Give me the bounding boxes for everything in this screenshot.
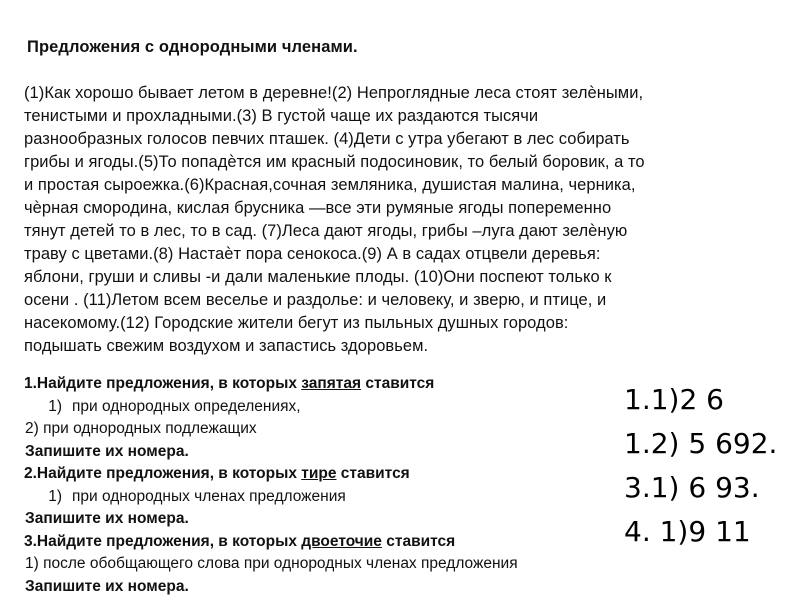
- task-3-prefix: 3.Найдите предложения, в которых: [24, 532, 302, 550]
- text-line: подышать свежим воздухом и запастись здоровьем.: [24, 337, 429, 355]
- text-line: и простая сыроежка.(6)Красная,сочная земляника, душистая малина, черника,: [24, 176, 636, 194]
- text-line: яблони, груши и сливы -и дали маленькие плоды. (10)Они поспеют только к: [24, 268, 612, 286]
- task-1-heading: [22, 373, 702, 396]
- task-3-keyword: двоеточие: [301, 532, 382, 550]
- task-1-keyword: запятая: [301, 375, 362, 392]
- task-3-item-1: 1) после обобщающего слова при однородных членах предложения: [25, 555, 518, 572]
- task-2-note: Запишите их номера.: [25, 510, 189, 527]
- text-line: (1)Как хорошо бывает летом в деревне!(2) Непроглядные леса стоят зелѐными,: [24, 84, 644, 102]
- document-title: Предложения с однородными членами.: [27, 38, 358, 56]
- answers-block: [624, 378, 777, 554]
- task-1-item-1: [22, 396, 702, 419]
- exercise-text: [24, 82, 794, 358]
- task-1-note: Запишите их номера.: [25, 442, 189, 460]
- task-1-prefix: 1.Найдите предложения, в которых: [24, 375, 302, 392]
- text-line: насекомому.(12) Городские жители бегут из пыльных душных городов:: [24, 314, 569, 332]
- task-2-item-1-number: 1): [48, 487, 62, 505]
- answer-line: 1.1)2 6: [624, 383, 724, 416]
- text-line: чѐрная смородина, кислая брусника —все эти румяные ягоды попеременно: [24, 199, 612, 217]
- text-line: разнообразных голосов певчих пташек. (4)Дети с утра убегают в лес собирать: [24, 130, 630, 148]
- answer-line: 3.1) 6 93.: [624, 471, 760, 504]
- task-2-heading: [22, 463, 702, 486]
- task-2-suffix: ставится: [336, 465, 410, 482]
- answer-line: 4. 1)9 11: [624, 515, 751, 548]
- task-3-heading: [22, 531, 702, 554]
- task-1-item-2: 2) при однородных подлежащих: [25, 420, 257, 437]
- task-2-item-1: [22, 486, 702, 509]
- answer-line: 1.2) 5 692.: [624, 427, 778, 460]
- task-1-suffix: ставится: [361, 375, 435, 392]
- task-2-item-1-text: при однородных членах предложения: [72, 487, 346, 505]
- task-1-item-1-text: при однородных определениях,: [72, 397, 301, 415]
- task-3-suffix: ставится: [381, 532, 456, 550]
- task-1-item-1-number: 1): [48, 397, 62, 415]
- text-line: грибы и ягоды.(5)То попадѐтся им красный подосиновик, то белый боровик, а то: [24, 153, 645, 171]
- task-3-note: Запишите их номера.: [25, 577, 189, 595]
- text-line: тянут детей то в лес, то в сад. (7)Леса дают ягоды, грибы –луга дают зелѐную: [24, 222, 628, 240]
- text-line: траву с цветами.(8) Настаѐт пора сенокоса.(9) А в садах отцвели деревья:: [24, 245, 601, 263]
- text-line: тенистыми и прохладными.(3) В густой чаще их раздаются тысячи: [24, 107, 539, 125]
- text-line: осени . (11)Летом всем веселье и раздолье: и человеку, и зверю, и птице, и: [24, 291, 607, 309]
- task-list: [22, 373, 702, 598]
- task-2-prefix: 2.Найдите предложения, в которых: [24, 465, 302, 482]
- task-2-keyword: тире: [301, 465, 337, 482]
